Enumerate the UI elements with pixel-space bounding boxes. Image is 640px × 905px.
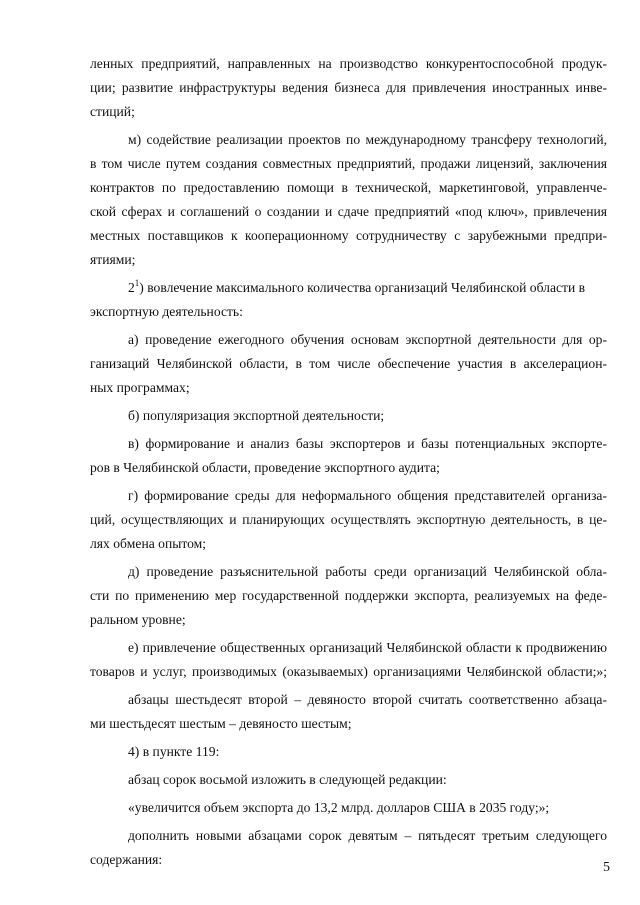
text-line: б) популяризация экспортной деятельности; bbox=[128, 408, 385, 423]
text-line: «увеличится объем экспорта до 13,2 млрд. долларов США в 2035 году;»; bbox=[128, 800, 550, 815]
text-line: в том числе путем создания совместных предприятий, продажи лицензий, заключения bbox=[90, 156, 607, 171]
text-line: а) проведение ежегодного обучения основам экспортной деятельности для ор- bbox=[128, 332, 607, 347]
text-line: ральном уровне; bbox=[90, 612, 186, 627]
text-line: д) проведение разъяснительной работы среди организаций Челябинской обла- bbox=[128, 564, 607, 579]
text-line: ми шестьдесят шестым – девяносто шестым; bbox=[90, 716, 352, 731]
text-line: м) содействие реализации проектов по международному трансферу технологий, bbox=[128, 132, 607, 147]
item-number: 2 bbox=[128, 280, 135, 295]
text-line: ганизаций Челябинской области, в том числе обеспечение участия в акселерацион- bbox=[90, 356, 607, 371]
page-number: 5 bbox=[603, 860, 610, 875]
text-line: ятиями; bbox=[90, 252, 136, 267]
text-line: экспортную деятельность: bbox=[90, 304, 243, 319]
text-line: ций, осуществляющих и планирующих осуществлять экспортную деятельность, в це- bbox=[90, 512, 607, 527]
text-line: ров в Челябинской области, проведение экспортного аудита; bbox=[90, 460, 440, 475]
document-page bbox=[90, 52, 607, 872]
text-line: е) привлечение общественных организаций Челябинской области к продвижению bbox=[128, 640, 607, 655]
text-line: ции; развитие инфраструктуры ведения бизнеса для привлечения иностранных инве- bbox=[90, 80, 607, 95]
text-line: стиций; bbox=[90, 104, 135, 119]
text-line: товаров и услуг, производимых (оказываемых) организациями Челябинской области;»; bbox=[90, 664, 607, 679]
text-line: дополнить новыми абзацами сорок девятым – пятьдесят третьим следующего bbox=[128, 828, 607, 843]
text-line: ленных предприятий, направленных на производство конкурентоспособной продук- bbox=[90, 56, 607, 71]
text-line: ской сферах и соглашений о создании и сдаче предприятий «под ключ», привлечения bbox=[90, 204, 607, 219]
text-line: ных программах; bbox=[90, 380, 190, 395]
item-superscript: 1 bbox=[134, 278, 140, 288]
text-line: местных поставщиков к кооперационному сотрудничеству с зарубежными предпри- bbox=[90, 228, 607, 243]
text-line: содержания: bbox=[90, 852, 163, 867]
text-line: в) формирование и анализ базы экспортеров и базы потенциальных экспорте- bbox=[128, 436, 607, 451]
text-line bbox=[90, 276, 607, 300]
text-line: абзац сорок восьмой изложить в следующей редакции: bbox=[128, 772, 447, 787]
text-line: лях обмена опытом; bbox=[90, 536, 207, 551]
text-line: 4) в пункте 119: bbox=[128, 744, 220, 759]
text-line: сти по применению мер государственной поддержки экспорта, реализуемых на феде- bbox=[90, 588, 607, 603]
text-line: абзацы шестьдесят второй – девяносто второй считать соответственно абзаца- bbox=[128, 692, 607, 707]
item-text: ) вовлечение максимального количества организаций Челябинской области в bbox=[139, 280, 586, 295]
text-line: контрактов по предоставлению помощи в технической, маркетинговой, управленче- bbox=[90, 180, 607, 195]
text-line: г) формирование среды для неформального общения представителей организа- bbox=[128, 488, 607, 503]
